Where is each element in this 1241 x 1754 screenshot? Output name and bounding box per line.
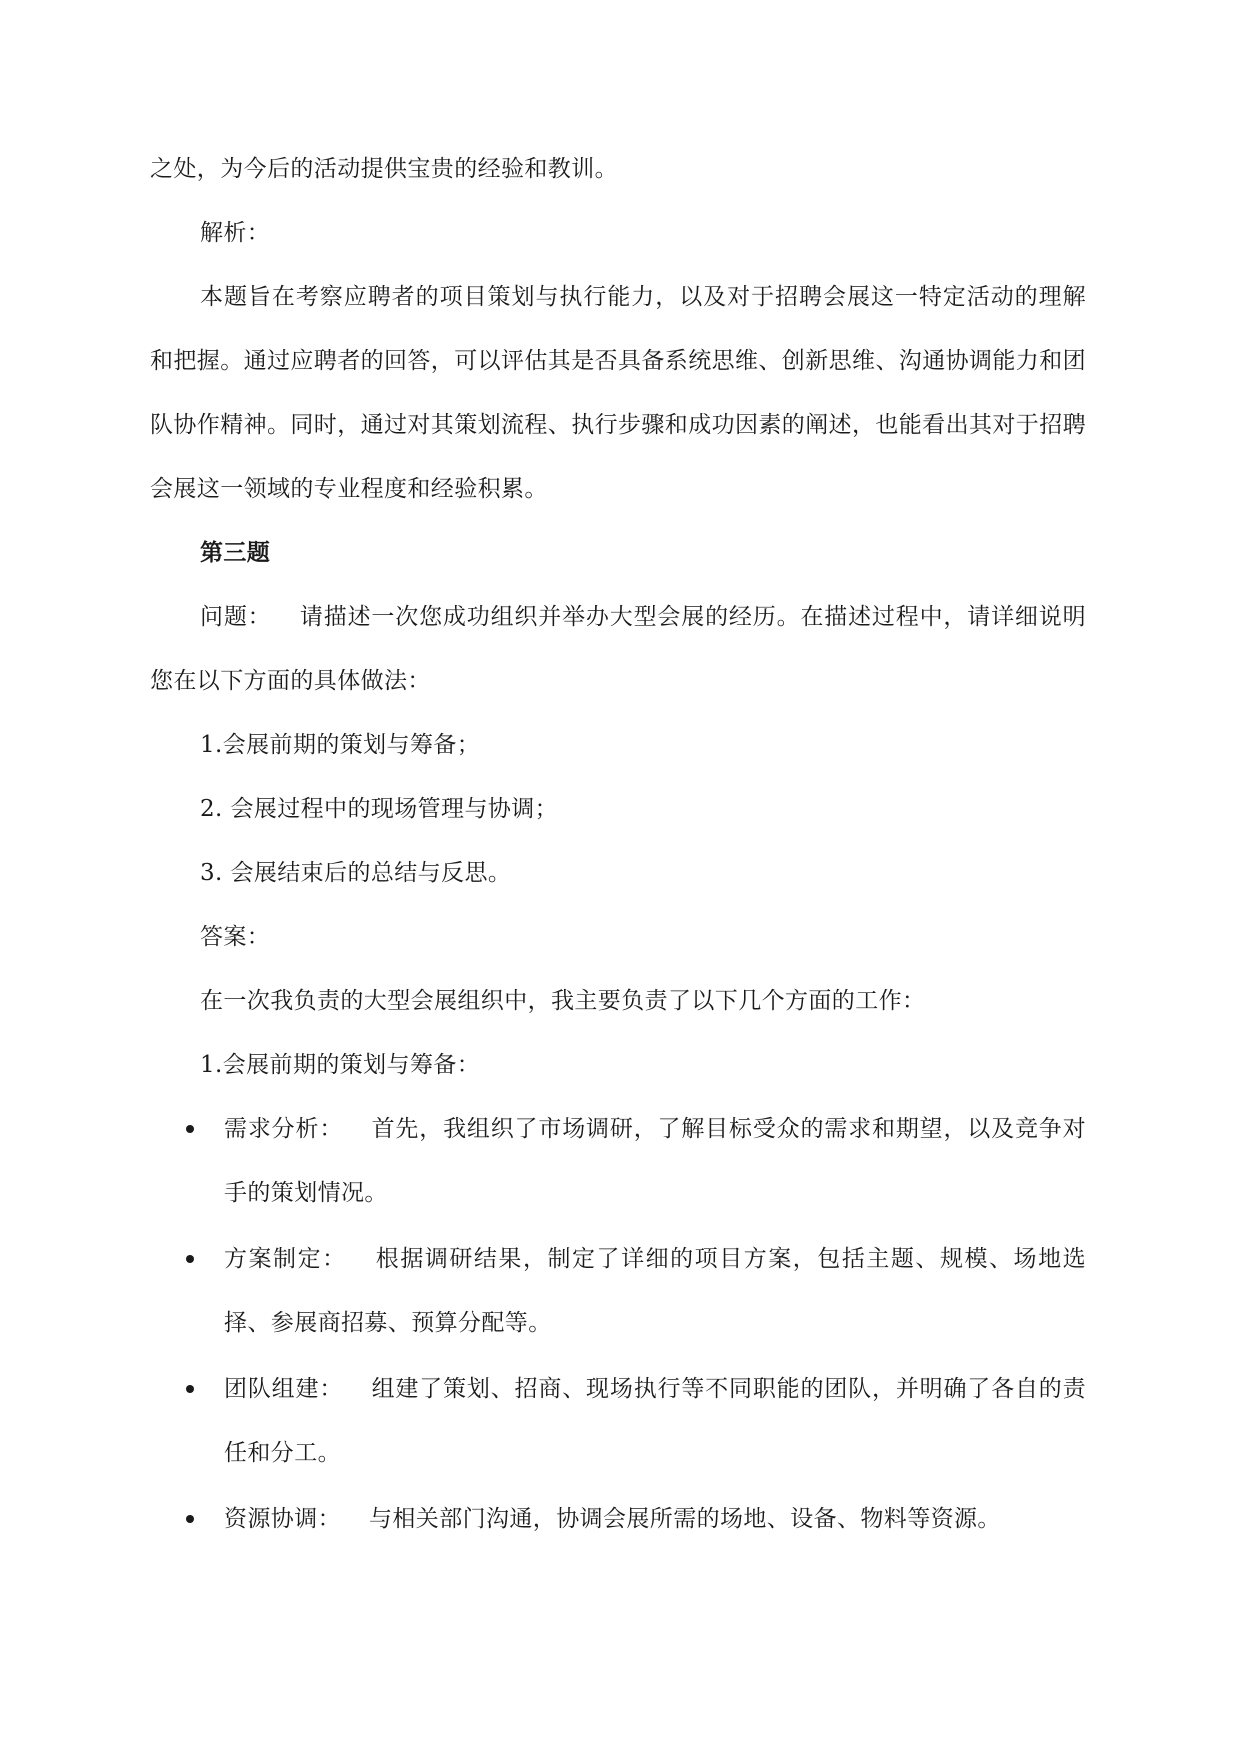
bullet-icon xyxy=(186,1125,194,1133)
question-item: 2. 会展过程中的现场管理与协调； xyxy=(200,796,559,822)
bullet-text: 与相关部门沟通，协调会展所需的场地、设备、物料等资源。 xyxy=(369,1506,1001,1532)
bullet-label: 资源协调： xyxy=(224,1506,341,1532)
bullet-icon xyxy=(186,1255,194,1263)
answer-intro: 在一次我负责的大型会展组织中，我主要负责了以下几个方面的工作： xyxy=(200,988,926,1014)
bullet-text: 根据调研结果，制定了详细的项目方案，包括主题、规模、场地选择、参展商招募、预算分配等。 xyxy=(224,1246,1087,1336)
paragraph-intro-tail: 之处，为今后的活动提供宝贵的经验和教训。 xyxy=(150,156,618,182)
analysis-paragraph: 本题旨在考察应聘者的项目策划与执行能力，以及对于招聘会展这一特定活动的理解和把握。通过应聘者的回答，可以评估其是否具备系统思维、创新思维、沟通协调能力和团队协作精神。同时，通过对其策划流程、执行步骤和成功因素的阐述，也能看出其对于招聘会展这一领域的专业程度和经验积累。 xyxy=(150,284,1086,502)
bullet-label: 团队组建： xyxy=(224,1376,344,1402)
question-paragraph xyxy=(150,585,1086,713)
list-item xyxy=(150,1227,1086,1355)
answer-label: 答案： xyxy=(200,924,271,950)
bullet-label: 方案制定： xyxy=(224,1246,347,1272)
list-item xyxy=(150,1097,1086,1225)
answer-bullet-list xyxy=(150,1097,1086,1551)
list-item xyxy=(150,1357,1086,1485)
analysis-label: 解析： xyxy=(200,220,271,246)
bullet-label: 需求分析： xyxy=(224,1116,344,1142)
list-item xyxy=(150,1487,1086,1551)
question-item: 1.会展前期的策划与筹备； xyxy=(200,732,481,758)
section-heading: 第三题 xyxy=(200,539,271,566)
answer-subheading: 1.会展前期的策划与筹备： xyxy=(200,1052,481,1078)
bullet-text: 首先，我组织了市场调研，了解目标受众的需求和期望，以及竞争对手的策划情况。 xyxy=(224,1116,1087,1206)
document-body xyxy=(150,137,1086,1553)
question-label: 问题： xyxy=(200,604,272,630)
question-text: 请描述一次您成功组织并举办大型会展的经历。在描述过程中，请详细说明您在以下方面的具体做法： xyxy=(150,604,1086,694)
bullet-icon xyxy=(186,1385,194,1393)
question-item: 3. 会展结束后的总结与反思。 xyxy=(200,860,512,886)
bullet-icon xyxy=(186,1515,194,1523)
bullet-text: 组建了策划、招商、现场执行等不同职能的团队，并明确了各自的责任和分工。 xyxy=(224,1376,1087,1466)
